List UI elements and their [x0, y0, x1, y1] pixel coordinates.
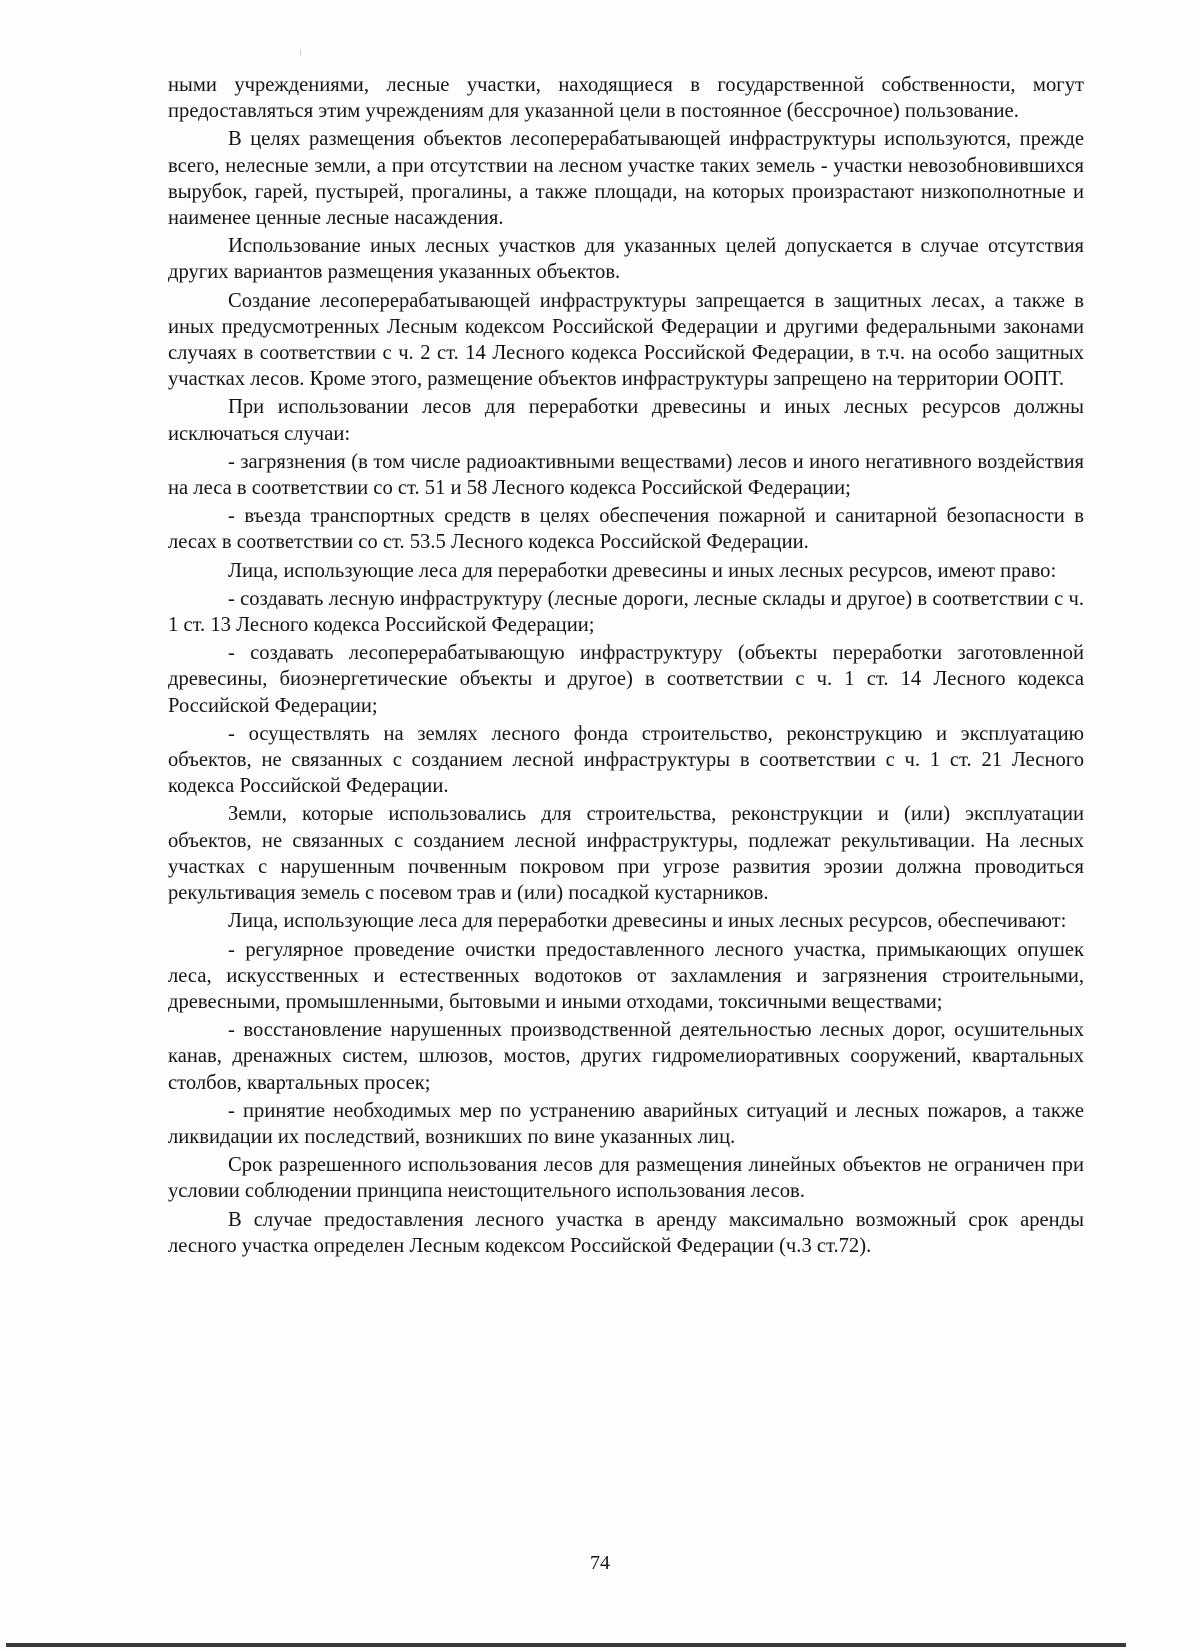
bottom-rule	[6, 1643, 1126, 1647]
list-item: - въезда транспортных средств в целях обеспечения пожарной и санитарной безопасности в лесах в соответствии со ст. 53.5 Лесного кодекса Российской Федерации.	[168, 505, 1084, 554]
paragraph: При использовании лесов для переработки древесины и иных лесных ресурсов должны исключаться случаи:	[168, 396, 1084, 445]
list-item: - осуществлять на землях лесного фонда строительство, реконструкцию и эксплуатацию объектов, не связанных с созданием лесной инфраструктуры в соответствии с ч. 1 ст. 21 Лесного кодекса Российской Федерации.	[168, 722, 1084, 798]
page-number: 74	[590, 1552, 610, 1574]
paragraph: В случае предоставления лесного участка в аренду максимально возможный срок аренды лесного участка определен Лесным кодексом Российской Федерации (ч.3 ст.72).	[168, 1208, 1084, 1257]
list-item: - загрязнения (в том числе радиоактивными веществами) лесов и иного негативного воздействия на леса в соответствии со ст. 51 и 58 Лесного кодекса Российской Федерации;	[168, 450, 1084, 500]
list-item: - принятие необходимых мер по устранению аварийных ситуаций и лесных пожаров, а также ликвидации их последствий, возникших по вине указанных лиц.	[168, 1099, 1084, 1148]
paragraph: Использование иных лесных участков для указанных целей допускается в случае отсутствия других вариантов размещения указанных объектов.	[168, 235, 1084, 284]
paragraph: Лица, использующие леса для переработки древесины и иных лесных ресурсов, обеспечивают:	[228, 910, 1067, 933]
paragraph: Земли, которые использовались для строительства, реконструкции и (или) эксплуатации объектов, не связанных с созданием лесной инфраструктуры, подлежат рекультивации. На лесных участках с нарушенным почвенным покровом при угрозе развития эрозии должна проводиться рекультивация земель с посевом трав и (или) посадкой кустарников.	[168, 803, 1084, 905]
list-item: - создавать лесную инфраструктуру (лесные дороги, лесные склады и другое) в соответствии с ч. 1 ст. 13 Лесного кодекса Российской Федерации;	[168, 587, 1084, 637]
paragraph: Лица, использующие леса для переработки древесины и иных лесных ресурсов, имеют право:	[228, 559, 1057, 582]
paragraph: Срок разрешенного использования лесов для размещения линейных объектов не ограничен при условии соблюдении принципа неистощительного использования лесов.	[168, 1154, 1084, 1203]
paragraph-continued: ными учреждениями, лесные участки, находящиеся в государственной собственности, могут предоставляться этим учреждениям для указанной цели в постоянное (бессрочное) пользование.	[168, 74, 1084, 123]
list-item: - восстановление нарушенных производственной деятельностью лесных дорог, осушительных канав, дренажных систем, шлюзов, мостов, других гидромелиоративных сооружений, квартальных столбов, квартальных просек;	[168, 1019, 1084, 1094]
body-text	[168, 72, 1084, 1261]
paragraph: Создание лесоперерабатывающей инфраструктуры запрещается в защитных лесах, а также в иных предусмотренных Лесным кодексом Российской Федерации и другими федеральными законами случаях в соответствии с ч. 2 ст. 14 Лесного кодекса Российской Федерации, в т.ч. на особо защитных участках лесов. Кроме этого, размещение объектов инфраструктуры запрещено на территории ООПТ.	[168, 289, 1084, 391]
list-item: - регулярное проведение очистки предоставленного лесного участка, примыкающих опушек леса, искусственных и естественных водотоков от захламления и загрязнения строительными, древесными, промышленными, бытовыми и иными отходами, токсичными веществами;	[168, 938, 1084, 1013]
paragraph: В целях размещения объектов лесоперерабатывающей инфраструктуры используются, прежде всего, нелесные земли, а при отсутствии на лесном участке таких земель - участки невозобновившихся вырубок, гарей, пустырей, прогалины, а также площади, на которых произрастают низкополнотные и наименее ценные лесные насаждения.	[168, 128, 1084, 230]
list-item: - создавать лесоперерабатывающую инфраструктуру (объекты переработки заготовленной древесины, биоэнергетические объекты и другое) в соответствии с ч. 1 ст. 14 Лесного кодекса Российской Федерации;	[168, 642, 1084, 717]
scan-speck	[300, 50, 301, 56]
